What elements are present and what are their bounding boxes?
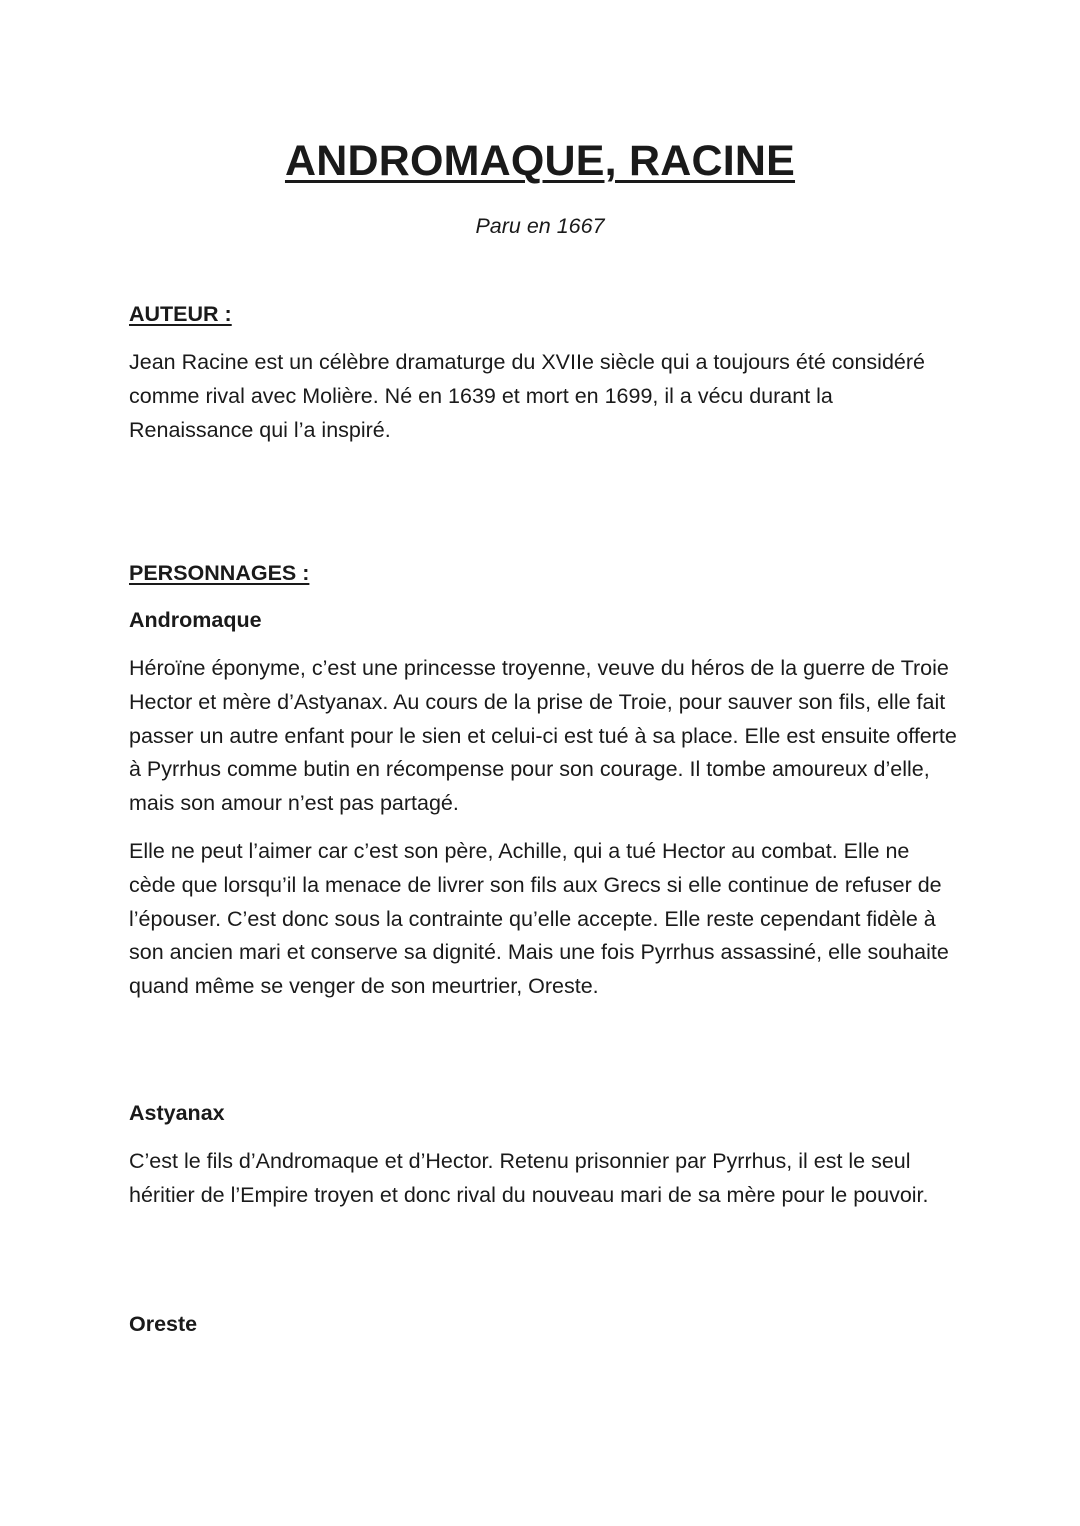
astyanax-paragraph: C’est le fils d’Andromaque et d’Hector. Retenu prisonnier par Pyrrhus, il est le seul héritier de l’Empire troyen et donc rival du nouveau mari de sa mère pour le pouvoir. <box>129 1149 929 1207</box>
andromaque-paragraph-2: Elle ne peut l’aimer car c’est son père, Achille, qui a tué Hector au combat. Elle ne cède que lorsqu’il la menace de livrer son fils aux Grecs si elle continue de refuser de l’épouser. C’est donc sous la contrainte qu’elle accepte. Elle reste cependant fidèle à son ancien mari et conserve sa dignité. Mais une fois Pyrrhus assassiné, elle souhaite quand même se venger de son meurtrier, Oreste. <box>129 839 949 999</box>
astyanax-paragraph-block <box>129 1145 959 1213</box>
character-oreste <box>129 1308 959 1342</box>
character-name-astyanax: Astyanax <box>129 1101 225 1125</box>
auteur-paragraph-block <box>129 346 959 447</box>
auteur-paragraph: Jean Racine est un célèbre dramaturge du XVIIe siècle qui a toujours été considéré comme rival avec Molière. Né en 1639 et mort en 1699, il a vécu durant la Renaissance qui l’a inspiré. <box>129 350 925 442</box>
section-personnages <box>129 557 959 591</box>
section-heading-personnages: PERSONNAGES : <box>129 561 310 585</box>
andromaque-paragraph-2-block <box>129 835 959 1004</box>
character-andromaque <box>129 604 959 638</box>
character-astyanax <box>129 1097 959 1131</box>
character-name-andromaque: Andromaque <box>129 608 262 632</box>
document-title: ANDROMAQUE, RACINE <box>284 137 796 185</box>
document-subtitle: Paru en 1667 <box>475 214 605 238</box>
section-heading-auteur: AUTEUR : <box>129 302 232 326</box>
section-auteur <box>129 298 959 332</box>
andromaque-paragraph-1-block <box>129 652 959 821</box>
character-name-oreste: Oreste <box>129 1312 198 1336</box>
andromaque-paragraph-1: Héroïne éponyme, c’est une princesse troyenne, veuve du héros de la guerre de Troie Hector et mère d’Astyanax. Au cours de la prise de Troie, pour sauver son fils, elle fait passer un autre enfant pour le sien et celui-ci est tué à sa place. Elle est ensuite offerte à Pyrrhus comme butin en récompense pour son courage. Il tombe amoureux d’elle, mais son amour n’est pas partagé. <box>129 656 957 816</box>
